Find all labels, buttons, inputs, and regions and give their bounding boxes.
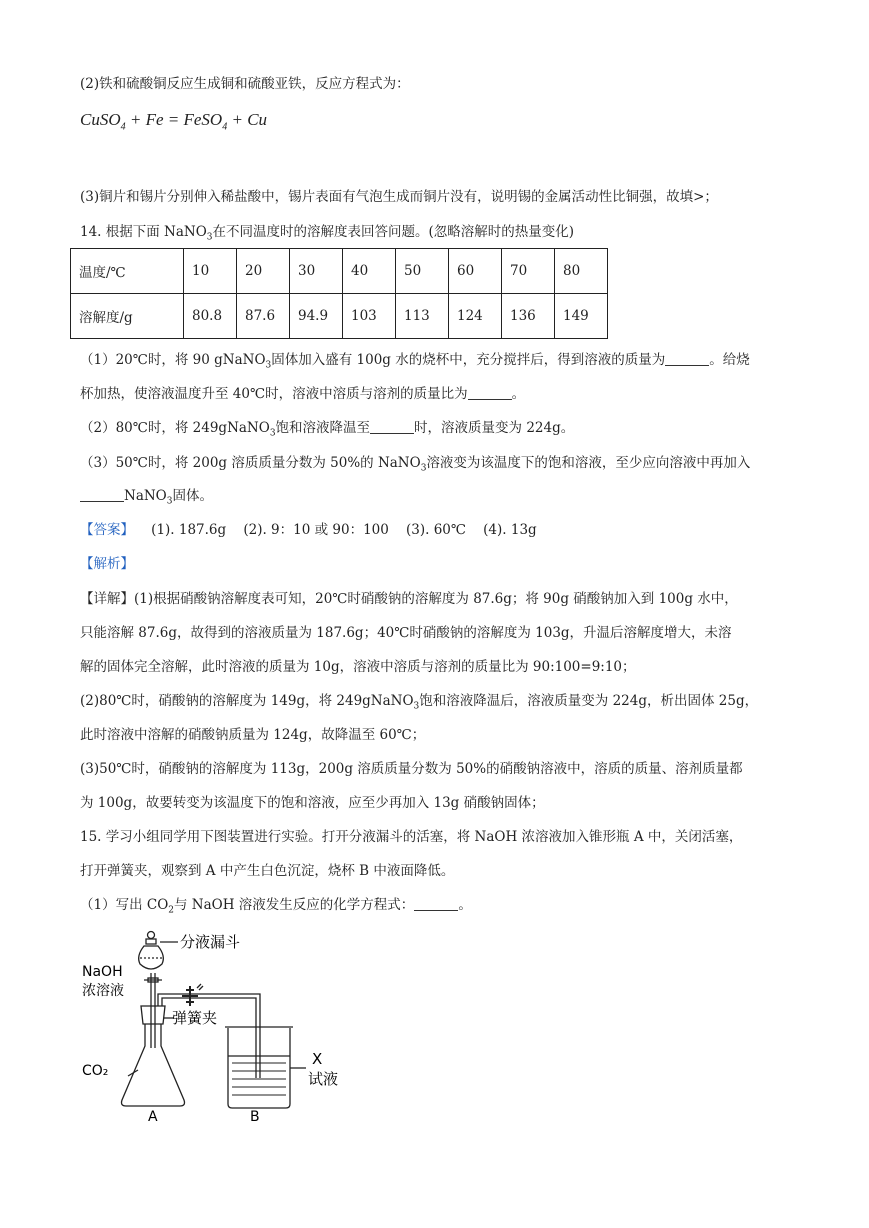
label-b: B bbox=[250, 1109, 260, 1123]
answer-tag: 【答案】 bbox=[80, 522, 134, 538]
apparatus-figure bbox=[78, 928, 358, 1123]
table-row-solubility bbox=[71, 294, 608, 339]
detail-line-1: 【详解】(1)根据硝酸钠溶解度表可知，20℃时硝酸钠的溶解度为 87.6g；将 90g 硝酸钠加入到 100g 水中， bbox=[80, 591, 738, 607]
answer-text: (1). 187.6g (2). 9：10 或 90：100 (3). 60℃ (4). 13g bbox=[151, 522, 537, 538]
detail-line-4: (2)80℃时，硝酸钠的溶解度为 149g，将 249gNaNO$_3$饱和溶液降温后，溶液质量变为 224g，析出固体 25g， bbox=[80, 693, 759, 712]
table-row-temperature bbox=[71, 249, 608, 294]
label-co2: CO₂ bbox=[82, 1063, 109, 1079]
spring-clamp bbox=[182, 986, 198, 1006]
table-cell: 70 bbox=[502, 249, 555, 294]
table-cell: 20 bbox=[237, 249, 290, 294]
question-14-part-2: （2）80℃时，将 249gNaNO$_3$饱和溶液降温至 时，溶液质量变为 224g。 bbox=[80, 420, 575, 439]
question-14-part-1-cont: 杯加热，使溶液温度升至 40℃时，溶液中溶质与溶剂的质量比为 。 bbox=[80, 386, 526, 402]
answer-blank bbox=[370, 419, 414, 434]
table-cell: 113 bbox=[396, 294, 449, 339]
text-line-p3: (3)铜片和锡片分别伸入稀盐酸中，锡片表面有气泡生成而铜片没有，说明锡的金属活动性比铜强，故填>； bbox=[80, 189, 718, 205]
question-15-line-2: 打开弹簧夹，观察到 A 中产生白色沉淀，烧杯 B 中液面降低。 bbox=[80, 863, 455, 879]
label-a: A bbox=[148, 1109, 158, 1123]
question-15-part-1: （1）写出 $CO_2$与 NaOH 溶液发生反应的化学方程式： 。 bbox=[80, 897, 472, 916]
table-header-temperature: 温度/℃ bbox=[71, 249, 184, 294]
funnel-stopper bbox=[148, 932, 155, 939]
text-line-p2: (2)铁和硫酸铜反应生成铜和硫酸亚铁，反应方程式为： bbox=[80, 76, 410, 92]
separatory-funnel bbox=[139, 946, 164, 969]
chemical-equation: CuSO$_4$ + Fe = FeSO$_4$ + Cu bbox=[80, 110, 268, 133]
question-14-part-3: （3）50℃时，将 200g 溶质质量分数为 50%的 NaNO$_3$溶液变为该温度下的饱和溶液，至少应向溶液中再加入 bbox=[80, 455, 751, 474]
label-concentrated: 浓溶液 bbox=[82, 983, 124, 999]
detail-line-7: 为 100g，故要转变为该温度下的饱和溶液，应至少再加入 13g 硝酸钠固体； bbox=[80, 795, 545, 811]
detail-line-3: 解的固体完全溶解，此时溶液的质量为 10g，溶液中溶质与溶剂的质量比为 90:100=9:10； bbox=[80, 659, 636, 675]
label-naoh: NaOH bbox=[82, 964, 123, 980]
table-cell: 10 bbox=[184, 249, 237, 294]
label-reagent: 试液 bbox=[308, 1070, 339, 1088]
table-cell: 40 bbox=[343, 249, 396, 294]
label-x: X bbox=[312, 1050, 323, 1068]
table-cell: 30 bbox=[290, 249, 343, 294]
detail-line-6: (3)50℃时，硝酸钠的溶解度为 113g，200g 溶质质量分数为 50%的硝酸钠溶液中，溶质的质量、溶剂质量都 bbox=[80, 761, 743, 777]
answer-line bbox=[80, 520, 537, 540]
table-cell: 87.6 bbox=[237, 294, 290, 339]
answer-blank bbox=[665, 351, 709, 366]
detail-line-5: 此时溶液中溶解的硝酸钠质量为 124g，故降温至 60℃； bbox=[80, 727, 426, 743]
question-14-stem: 14. 根据下面 NaNO$_3$在不同温度时的溶解度表回答问题。(忽略溶解时的热量变化) bbox=[80, 224, 575, 243]
rubber-stopper bbox=[141, 1006, 165, 1024]
question-15-line-1: 15. 学习小组同学用下图装置进行实验。打开分液漏斗的活塞，将 NaOH 浓溶液加入锥形瓶 A 中，关闭活塞， bbox=[80, 829, 743, 845]
table-cell: 136 bbox=[502, 294, 555, 339]
question-14-part-3-cont: NaNO$_3$固体。 bbox=[80, 486, 213, 512]
answer-blank bbox=[414, 896, 458, 911]
table-cell: 149 bbox=[555, 294, 608, 339]
label-clamp: 弹簧夹 bbox=[172, 1009, 218, 1027]
table-cell: 94.9 bbox=[290, 294, 343, 339]
table-cell: 60 bbox=[449, 249, 502, 294]
detail-line-2: 只能溶解 87.6g，故得到的溶液质量为 187.6g；40℃时硝酸钠的溶解度为 103g，升温后溶解度增大，未溶 bbox=[80, 625, 732, 641]
table-cell: 80 bbox=[555, 249, 608, 294]
answer-blank bbox=[468, 385, 512, 400]
label-funnel: 分液漏斗 bbox=[180, 933, 241, 951]
table-cell: 124 bbox=[449, 294, 502, 339]
conical-flask-a bbox=[122, 1024, 185, 1106]
answer-blank bbox=[80, 487, 124, 502]
question-14-part-1: （1）20℃时，将 90 gNaNO$_3$固体加入盛有 100g 水的烧杯中，充分搅拌后，得到溶液的质量为 。给烧 bbox=[80, 352, 750, 371]
analysis-tag: 【解析】 bbox=[80, 556, 134, 572]
table-cell: 103 bbox=[343, 294, 396, 339]
solubility-table bbox=[70, 248, 608, 339]
table-cell: 80.8 bbox=[184, 294, 237, 339]
table-header-solubility: 溶解度/g bbox=[71, 294, 184, 339]
table-cell: 50 bbox=[396, 249, 449, 294]
